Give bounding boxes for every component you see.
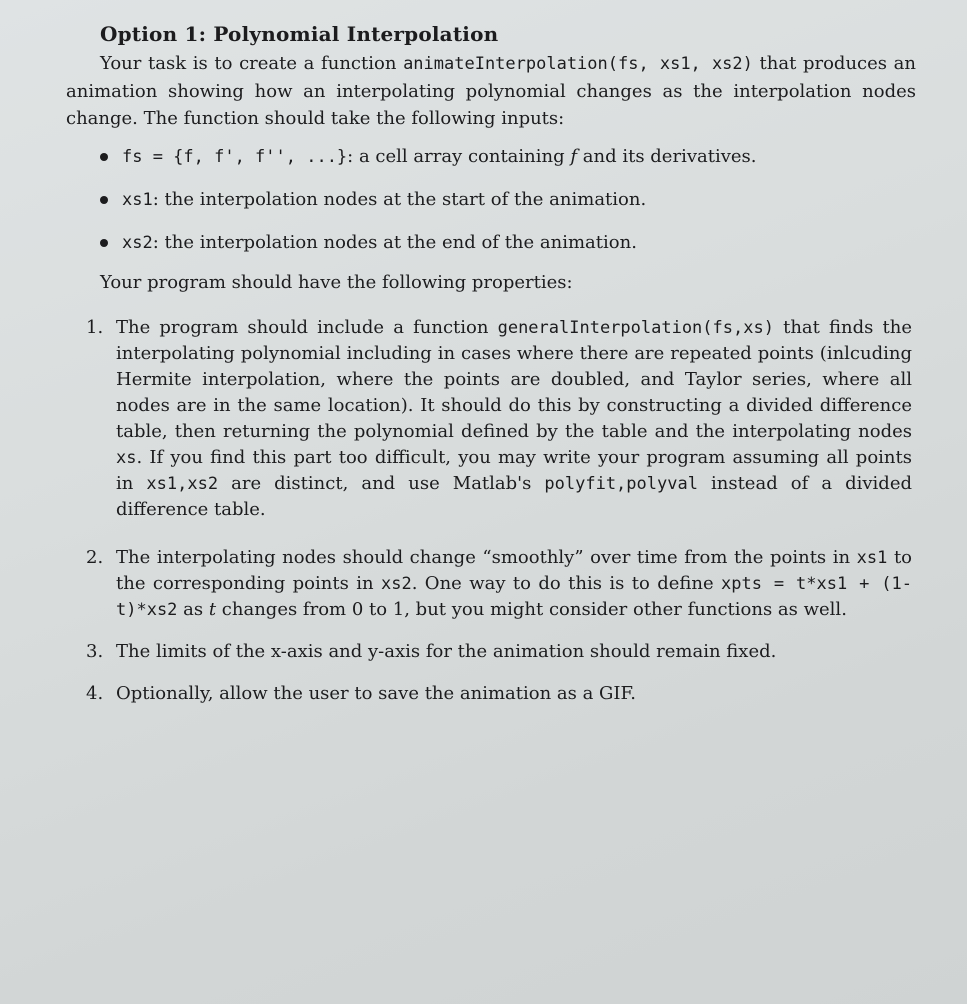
math-symbol: t <box>208 599 217 620</box>
item-text: . If you find this part too difficult, you may write your program assuming all points in <box>116 447 912 494</box>
list-item-1 <box>80 315 912 523</box>
properties-list <box>80 315 912 707</box>
inline-code: xs <box>116 448 137 468</box>
inline-code: polyfit,polyval <box>544 474 698 494</box>
item-text: : a cell array containing <box>347 146 571 167</box>
inline-code: fs = {f, f', f'', ...} <box>122 147 348 167</box>
list-item-3 <box>80 639 912 665</box>
item-text: Optionally, allow the user to save the animation as a GIF. <box>116 683 636 704</box>
item-text: : the interpolation nodes at the start of the animation. <box>152 189 647 210</box>
item-number: 2. <box>86 547 104 568</box>
intro-text: Your task is to create a function <box>100 53 404 74</box>
list-item-xs2 <box>100 229 900 257</box>
bullet-icon <box>100 153 108 161</box>
item-text: that finds the interpolating polynomial including in cases where there are repeated points (inlcuding Hermite interpolation, where the points are doubled, and Taylor series, where all nodes are in the same location). It should do this by constructing a divided difference table, then returning the polynomial defined by the table and the interpolating nodes <box>116 317 913 442</box>
item-text: . One way to do this is to define <box>411 573 722 594</box>
item-text: The program should include a function <box>116 317 498 338</box>
function-signature-code: animateInterpolation(fs, xs1, xs2) <box>403 54 753 74</box>
item-number: 1. <box>86 317 104 338</box>
item-text: instead of a divided difference table. <box>116 473 912 520</box>
item-text: changes from 0 to 1, but you might consider other functions as well. <box>216 599 847 620</box>
item-text: : the interpolation nodes at the end of the animation. <box>152 232 637 253</box>
item-text: to the corresponding points in <box>116 547 913 594</box>
inline-code: xs1,xs2 <box>146 474 219 494</box>
item-text: as <box>177 599 209 620</box>
item-number: 3. <box>86 641 104 662</box>
intro-text: that produces an animation showing how an interpolating polynomial changes as the interpolation nodes change. The function should take the following inputs: <box>66 53 916 129</box>
bullet-icon <box>100 239 108 247</box>
inputs-list <box>100 143 900 272</box>
inline-code: xpts = t*xs1 + (1-t)*xs2 <box>116 574 912 620</box>
list-item-2 <box>80 545 912 623</box>
list-item-fs <box>100 143 900 171</box>
inline-code: xs2 <box>122 233 153 253</box>
inline-code: generalInterpolation(fs,xs) <box>497 318 774 338</box>
properties-heading: Your program should have the following properties: <box>100 272 573 293</box>
list-item-xs1 <box>100 186 900 214</box>
item-text: The interpolating nodes should change “smoothly” over time from the points in <box>116 547 857 568</box>
bullet-icon <box>100 196 108 204</box>
item-text: The limits of the x-axis and y-axis for the animation should remain fixed. <box>116 641 777 662</box>
item-text: and its derivatives. <box>577 146 757 167</box>
list-item-4 <box>80 681 912 707</box>
intro-paragraph <box>66 50 916 132</box>
inline-code: xs1 <box>856 548 888 568</box>
item-text: are distinct, and use Matlab's <box>218 473 545 494</box>
inline-code: xs2 <box>380 574 412 594</box>
item-number: 4. <box>86 683 104 704</box>
math-symbol: f <box>570 146 578 167</box>
section-title: Option 1: Polynomial Interpolation <box>100 22 499 46</box>
inline-code: xs1 <box>122 190 153 210</box>
